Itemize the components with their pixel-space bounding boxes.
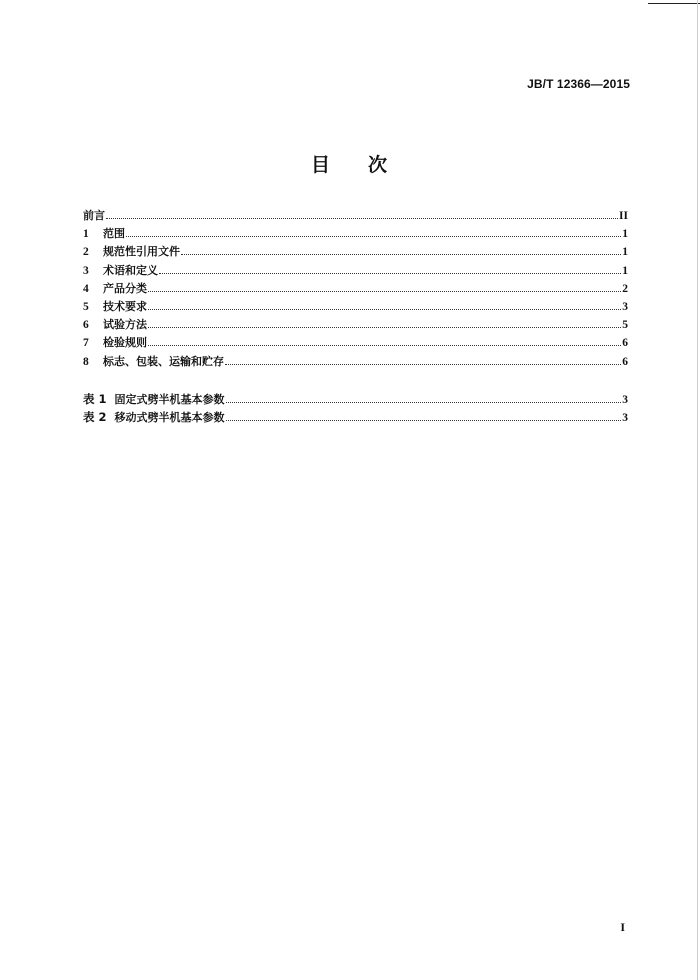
toc-entry-page: 5 [622,319,628,332]
toc-entry-label: 技术要求 [103,299,147,313]
toc-entry-page: 6 [622,337,628,350]
toc-entry-inspection-rules[interactable] [83,334,628,352]
dot-leader [148,308,621,310]
dot-leader [106,217,618,219]
toc-entry-page: 3 [622,394,628,406]
toc-entry-number: 1 [83,228,89,241]
dot-leader [226,401,621,403]
toc-entry-number: 2 [83,246,89,259]
toc-entry-page: II [619,210,628,222]
toc-title-char-1: 目 [310,154,332,176]
toc-entry-test-methods[interactable] [83,316,628,334]
toc-title [0,150,700,177]
dot-leader [226,419,621,421]
toc-entry-number: 7 [83,337,89,350]
toc-entry-label: 前言 [83,209,105,222]
toc-entry-label: 检验规则 [103,336,147,350]
dot-leader [148,344,621,346]
toc-entry-number: 3 [83,264,89,277]
scan-edge-top [648,3,700,4]
toc-entry-page: 1 [622,264,628,277]
toc-entry-label: 试验方法 [103,318,147,332]
dot-leader [148,326,621,328]
toc-entry-label: 术语和定义 [103,263,158,277]
toc-table-list [83,391,628,427]
dot-leader [159,272,621,274]
toc-title-char-2: 次 [368,154,390,176]
page-number: I [620,920,625,934]
toc-entry-table-1[interactable] [83,391,628,409]
toc-entry-page: 3 [622,300,628,313]
toc-entry-number: 4 [83,282,89,295]
dot-leader [148,290,621,292]
toc-entry-page: 3 [622,412,628,425]
toc-entry-product-classification[interactable] [83,280,628,298]
toc-entry-normative-references[interactable] [83,243,628,261]
toc-entry-label: 范围 [103,227,125,241]
toc-entry-number: 6 [83,319,89,332]
toc-entry-page: 2 [622,282,628,295]
toc-section-list [83,207,628,371]
toc-entry-scope[interactable] [83,225,628,243]
toc-entry-label: 规范性引用文件 [103,245,180,259]
toc-entry-number: 表 1 [83,392,107,406]
toc-entry-marking-packaging[interactable] [83,353,628,371]
toc-entry-number: 5 [83,300,89,313]
dot-leader [126,235,621,237]
toc-entry-label: 固定式劈半机基本参数 [114,393,225,406]
toc-entry-technical-requirements[interactable] [83,298,628,316]
scan-edge-right [697,0,698,980]
toc-entry-page: 1 [622,246,628,259]
toc-entry-number: 表 2 [83,410,107,425]
toc-entry-label: 产品分类 [103,281,147,295]
toc-entry-foreword[interactable] [83,207,628,225]
dot-leader [181,253,621,255]
toc-entry-number: 8 [83,355,89,368]
toc-entry-label: 标志、包装、运输和贮存 [103,354,224,368]
standard-code: JB/T 12366—2015 [527,77,630,91]
toc-entry-page: 6 [622,355,628,368]
toc-entry-label: 移动式劈半机基本参数 [114,411,225,425]
toc-entry-page: 1 [622,228,628,241]
toc-entry-terms-definitions[interactable] [83,262,628,280]
toc-entry-table-2[interactable] [83,409,628,427]
dot-leader [225,363,621,365]
